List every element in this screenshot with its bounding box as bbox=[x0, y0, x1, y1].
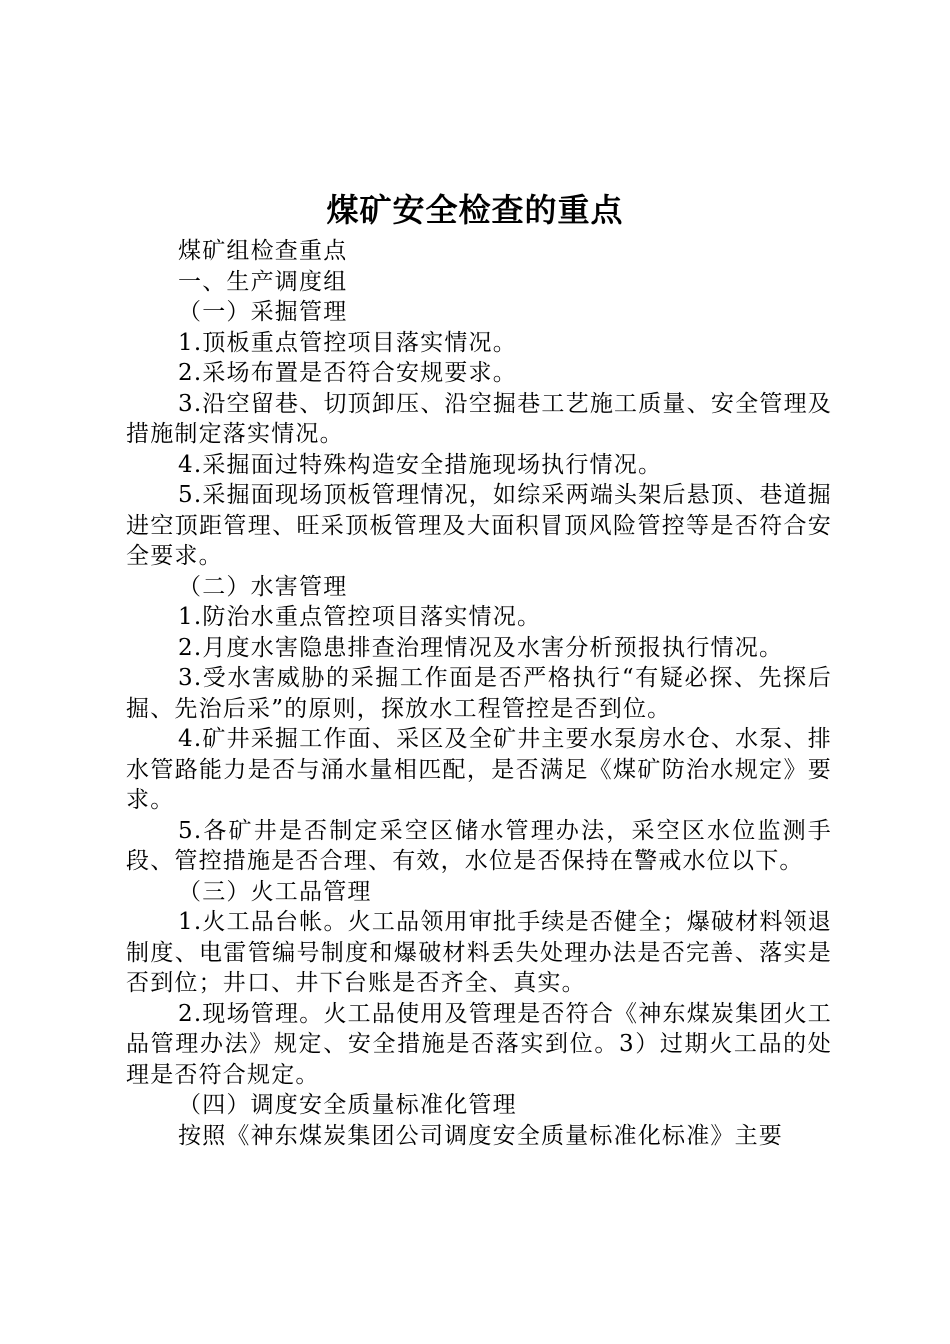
paragraph: 4.采掘面过特殊构造安全措施现场执行情况。 bbox=[178, 451, 663, 478]
paragraph: 5.采掘面现场顶板管理情况，如综采两端头架后悬顶、巷道掘进空顶距管理、旺采顶板管理及大面积冒顶风险管控等是否符合安全要求。 bbox=[126, 482, 832, 569]
paragraph: 1.顶板重点管控项目落实情况。 bbox=[178, 329, 517, 356]
paragraph: 3.受水害威胁的采掘工作面是否严格执行“有疑必探、先探后掘、先治后采”的原则，探放水工程管控是否到位。 bbox=[126, 665, 832, 722]
paragraph: 4.矿井采掘工作面、采区及全矿井主要水泵房水仓、水泵、排水管路能力是否与涌水量相匹配，是否满足《煤矿防治水规定》要求。 bbox=[126, 726, 832, 813]
paragraph: （二）水害管理 bbox=[178, 573, 348, 600]
paragraph: 1.防治水重点管控项目落实情况。 bbox=[178, 604, 542, 630]
paragraph: 1.火工品台帐。火工品领用审批手续是否健全；爆破材料领退制度、电雷管编号制度和爆破材料丢失处理办法是否完善、落实是否到位；井口、井下台账是否齐全、真实。 bbox=[126, 909, 832, 996]
paragraph: 按照《神东煤炭集团公司调度安全质量标准化标准》主要 bbox=[178, 1122, 783, 1149]
document-title: 煤矿安全检查的重点 bbox=[326, 191, 624, 229]
paragraph: （四）调度安全质量标准化管理 bbox=[178, 1092, 517, 1118]
paragraph: 2.采场布置是否符合安规要求。 bbox=[178, 360, 517, 386]
document-body bbox=[126, 236, 832, 1151]
paragraph: 煤矿组检查重点 bbox=[178, 238, 348, 264]
paragraph: （三）火工品管理 bbox=[178, 878, 372, 905]
paragraph: 5.各矿井是否制定采空区储水管理办法，采空区水位监测手段、管控措施是否合理、有效，水位是否保持在警戒水位以下。 bbox=[126, 817, 832, 874]
paragraph: （一）采掘管理 bbox=[178, 299, 348, 325]
paragraph: 2.月度水害隐患排查治理情况及水害分析预报执行情况。 bbox=[178, 634, 784, 661]
paragraph: 一、生产调度组 bbox=[178, 268, 348, 295]
paragraph: 2.现场管理。火工品使用及管理是否符合《神东煤炭集团火工品管理办法》规定、安全措施是否落实到位。3）过期火工品的处理是否符合规定。 bbox=[126, 1000, 832, 1088]
paragraph: 3.沿空留巷、切顶卸压、沿空掘巷工艺施工质量、安全管理及措施制定落实情况。 bbox=[126, 390, 832, 447]
